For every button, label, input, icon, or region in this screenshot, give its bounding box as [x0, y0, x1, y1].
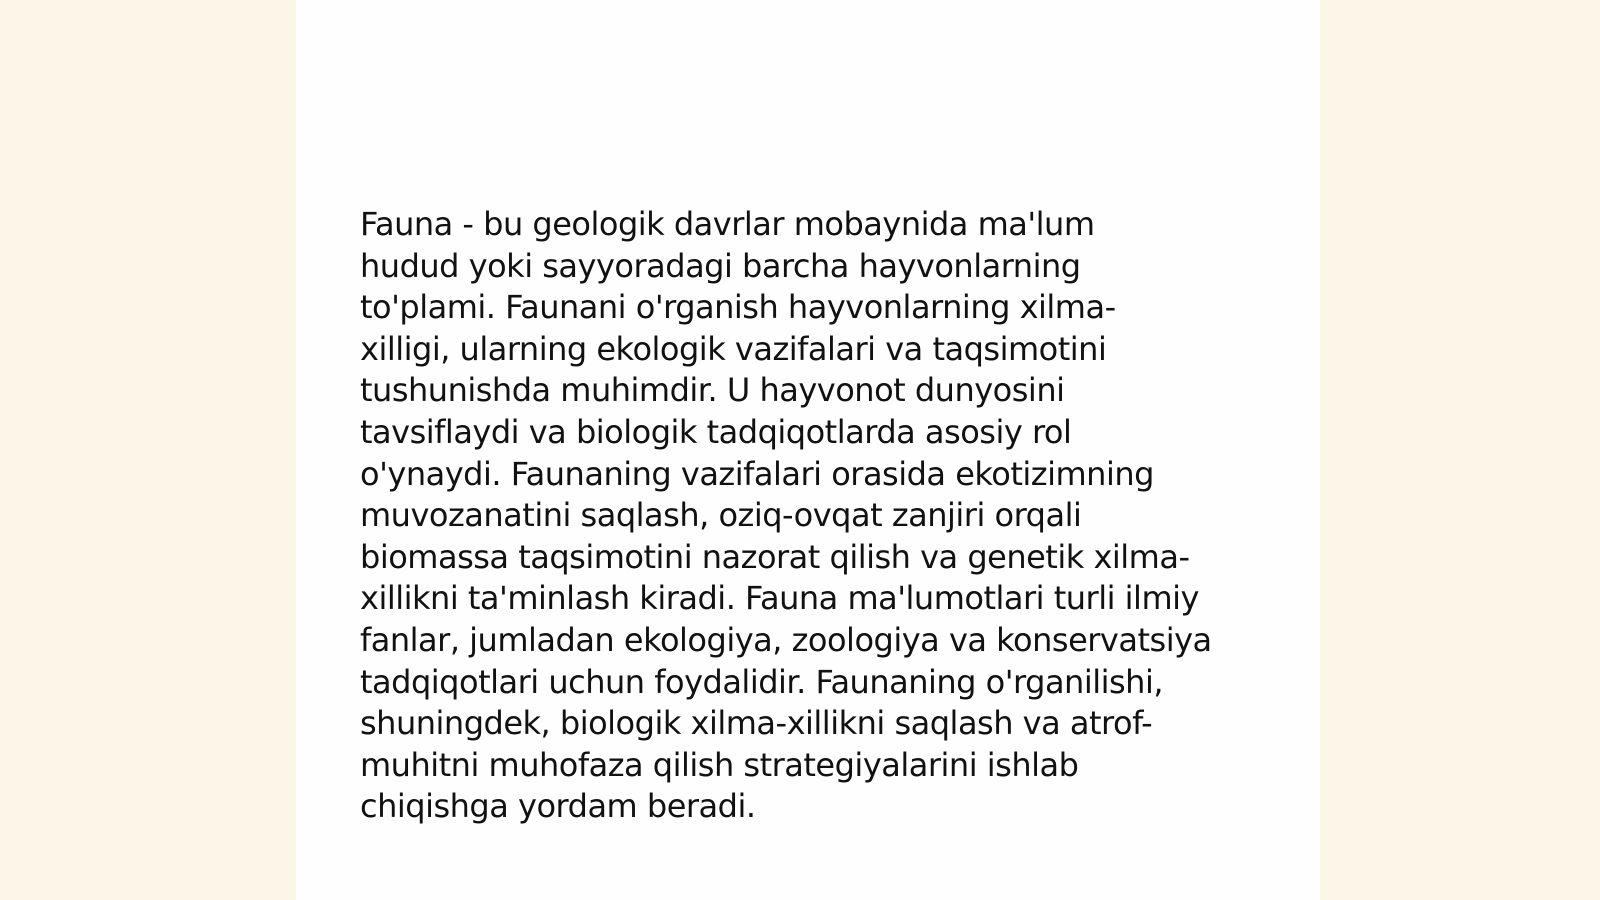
- body-paragraph: Fauna - bu geologik davrlar mobaynida ma'lum hudud yoki sayyoradagi barcha hayvonlarning to'plami. Faunani o'rganish hayvonlarning xilma- xilligi, ularning ekologik vazifalari va taqsimotini tushunishda muhimdir. U hayvonot dunyosini tavsiflaydi va biologik tadqiqotlarda asosiy rol o'ynaydi. Faunaning vazifalari orasida ekotizimning muvozanatini saqlash, oziq-ovqat zanjiri orqali biomassa taqsimotini nazorat qilish va genetik xilma- xillikni ta'minlash kiradi. Fauna ma'lumotlari turli ilmiy fanlar, jumladan ekologiya, zoologiya va konservatsiya tadqiqotlari uchun foydalidir. Faunaning o'rganilishi, shuningdek, biologik xilma-xillikni saqlash va atrof- muhitni muhofaza qilish strategiyalarini ishlab chiqishga yordam beradi.: [360, 205, 1212, 826]
- document-page: [296, 0, 1320, 900]
- right-margin: [1320, 0, 1600, 900]
- left-margin: [0, 0, 296, 900]
